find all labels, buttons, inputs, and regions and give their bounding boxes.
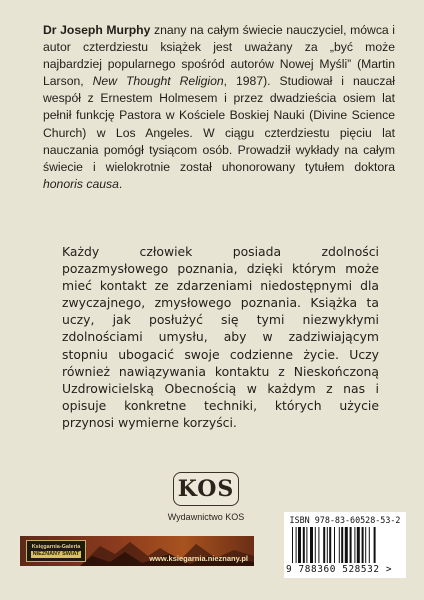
book-title: New Thought Religion [92,74,224,89]
author-name: Dr Joseph Murphy [43,23,151,37]
isbn-number: ISBN 978-83-60528-53-2 [289,515,401,525]
isbn-barcode [284,512,406,578]
author-bio [43,22,395,193]
barcode-digits: 9 788360 528532 > [286,564,393,575]
bookstore-logo [26,540,86,562]
bookstore-banner [20,536,254,566]
bio-end: . [118,176,123,191]
bio-text-2: , 1987). Studiował i nauczał wespół z Ernestem Holmesem i przez dwadzieścia osiem lat pełnił funkcję Pastora w Kościele Boskiej Nauki (Divine Science Church) w Los Angeles. W ciągu czterdziestu pięciu lat nauczania pomógł tysiącom osób. Prowadził wykłady na całym świecie i wielokrotnie został uhonorowany tytułem doktora [43,74,395,174]
bookstore-logo-line2: NIEZNANY ŚWIAT [32,551,80,557]
bookstore-url: www.ksiegarnia.nieznany.pl [149,554,248,563]
honoris-causa: honoris causa [43,176,119,191]
barcode-bars [292,527,398,563]
publisher-name: Wydawnictwo KOS [167,512,245,522]
kos-logo: KOS [173,472,239,506]
bio-text-1: znany na całym świecie nauczyciel, mówca i autor czterdziestu książek jest uważany za „być może najbardziej popularnego spośród autorów Nowej Myśli” (Martin Larson, [43,23,395,89]
bookstore-logo-line1: Księgarnia-Galeria [31,544,81,550]
book-blurb: Każdy człowiek posiada zdolności pozazmysłowego poznania, dzięki którym może mieć kontakt ze zdarzeniami niedostępnymi dla zwyczajnego, zmysłowego poznania. Książka ta uczy, jak posłużyć się tymi niezwykłymi zdolnościami umysłu, aby w zadziwiającym stopniu ubogacić swoje codzienne życie. Uczy również nawiązywania kontaktu z Nieskończoną Uzdrowicielską Obecnością w każdym z nas i opisuje konkretne techniki, których użycie przynosi wymierne korzyści. [62,244,379,430]
